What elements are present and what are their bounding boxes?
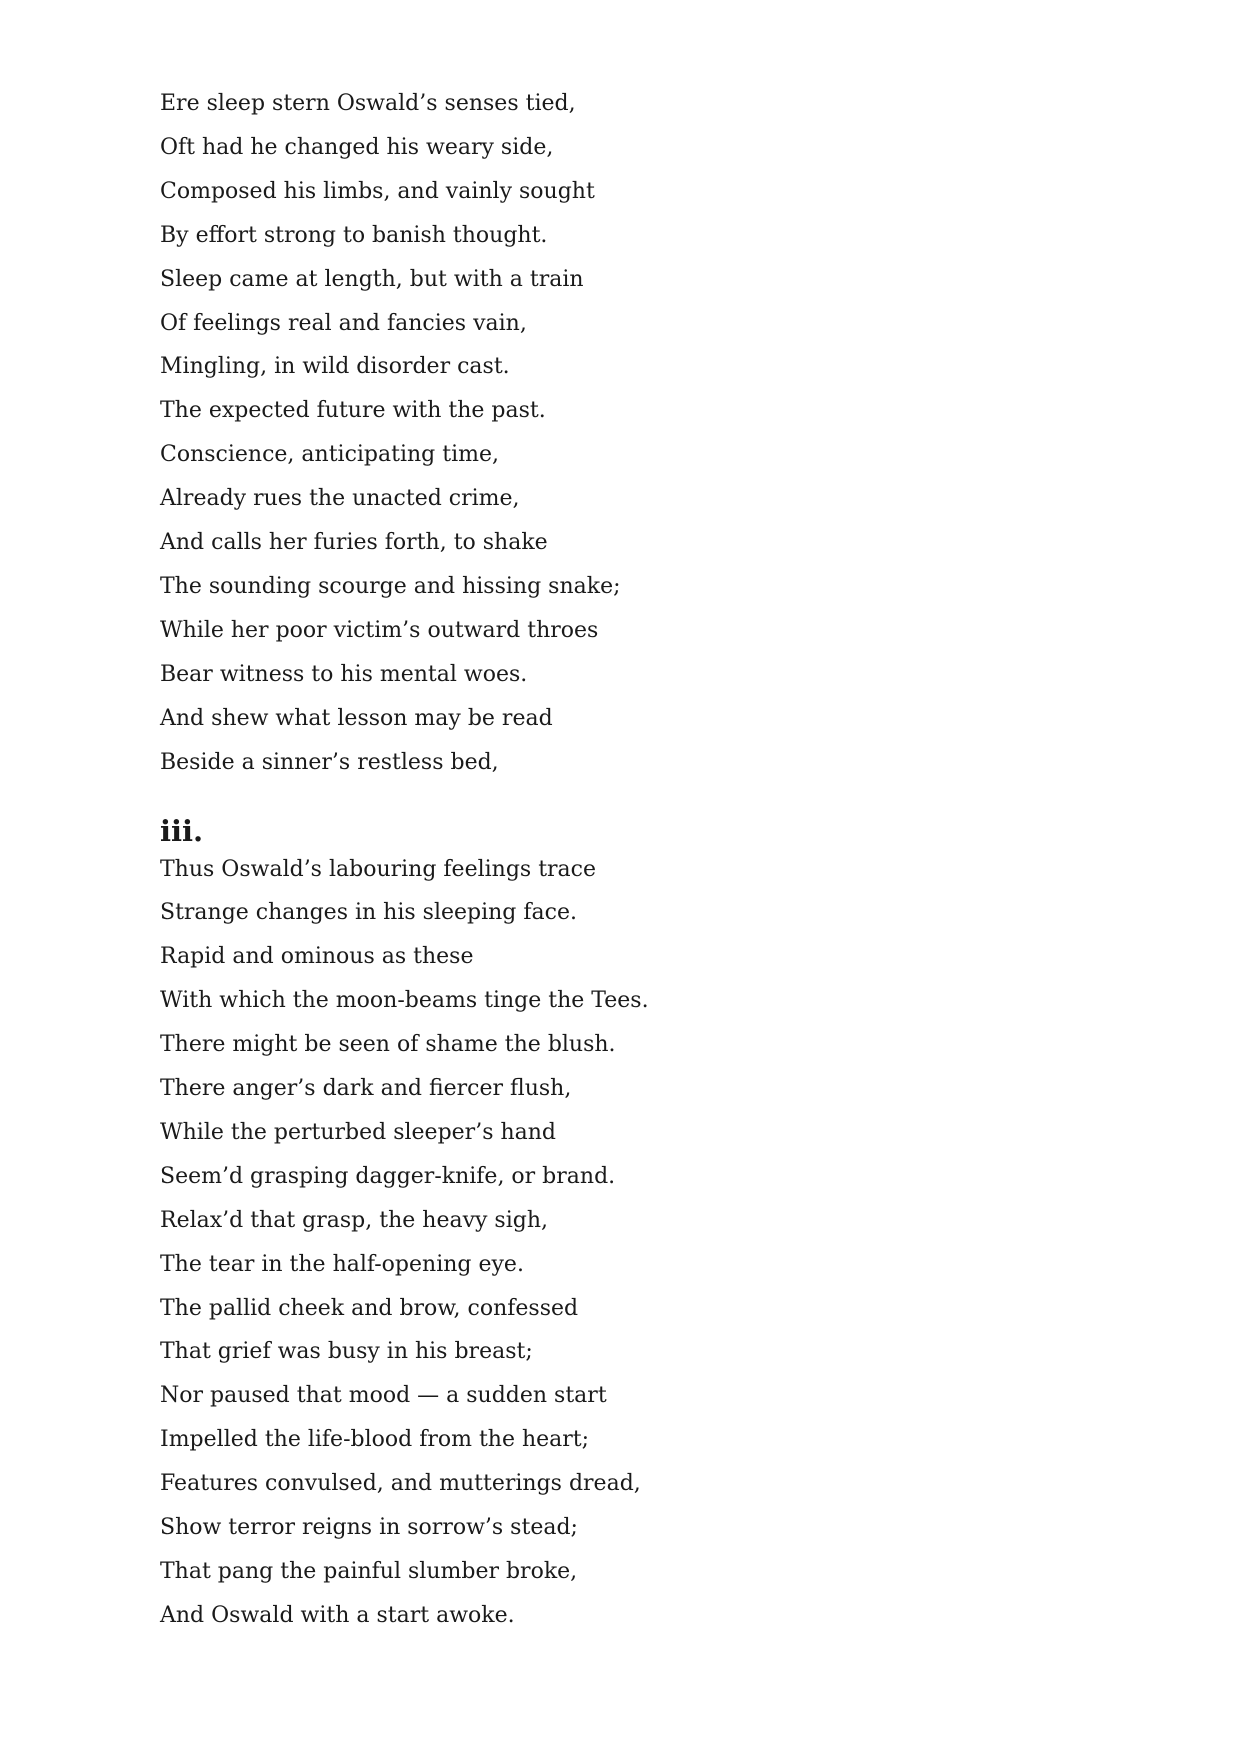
verse-line: Features convulsed, and mutterings dread,	[160, 1471, 641, 1497]
document-page	[160, 82, 1060, 1638]
verse-line: Seem’d grasping dagger-knife, or brand.	[160, 1163, 616, 1189]
verse-line: Beside a sinner’s restless bed,	[160, 749, 499, 775]
verse-line: Bear witness to his mental woes.	[160, 661, 528, 687]
verse-line: The tear in the half-opening eye.	[160, 1251, 524, 1277]
verse-line: There anger’s dark and fiercer flush,	[160, 1076, 572, 1102]
verse-line: Strange changes in his sleeping face.	[160, 900, 577, 926]
verse-line: The expected future with the past.	[160, 398, 546, 424]
verse-line: Conscience, anticipating time,	[160, 442, 500, 468]
verse-line: That grief was busy in his breast;	[160, 1339, 533, 1365]
verse-line: Rapid and ominous as these	[160, 944, 474, 970]
verse-line: The sounding scourge and hissing snake;	[160, 573, 621, 599]
verse-line: There might be seen of shame the blush.	[160, 1032, 616, 1058]
verse-line: The pallid cheek and brow, confessed	[160, 1295, 579, 1321]
verse-line: Oft had he changed his weary side,	[160, 134, 554, 160]
verse-line: Composed his limbs, and vainly sought	[160, 178, 595, 204]
verse-line: And Oswald with a start awoke.	[160, 1602, 515, 1628]
verse-line: Already rues the unacted crime,	[160, 486, 520, 512]
verse-line: Impelled the life-blood from the heart;	[160, 1427, 590, 1453]
verse-line: Ere sleep stern Oswald’s senses tied,	[160, 91, 576, 116]
verse-line: And calls her furies forth, to shake	[160, 530, 548, 556]
verse-line: And shew what lesson may be read	[160, 705, 553, 731]
verse-line: Thus Oswald’s labouring feelings trace	[160, 856, 597, 882]
stanza-heading: iii.	[160, 813, 204, 848]
verse-line: While her poor victim’s outward throes	[160, 617, 599, 643]
verse-line: By effort strong to banish thought.	[160, 222, 548, 248]
verse-line: Of feelings real and fancies vain,	[160, 310, 527, 336]
verse-line: With which the moon-beams tinge the Tees.	[160, 988, 649, 1014]
verse-line: While the perturbed sleeper’s hand	[160, 1119, 557, 1145]
verse-line: Mingling, in wild disorder cast.	[160, 354, 510, 380]
verse-line: That pang the painful slumber broke,	[160, 1559, 578, 1584]
stanza-ii	[160, 82, 1060, 785]
stanza-iii	[160, 814, 1060, 1638]
verse-line: Show terror reigns in sorrow’s stead;	[160, 1515, 578, 1541]
verse-line: Sleep came at length, but with a train	[160, 266, 584, 292]
verse-line: Relax’d that grasp, the heavy sigh,	[160, 1207, 548, 1233]
verse-line: Nor paused that mood — a sudden start	[160, 1383, 607, 1409]
